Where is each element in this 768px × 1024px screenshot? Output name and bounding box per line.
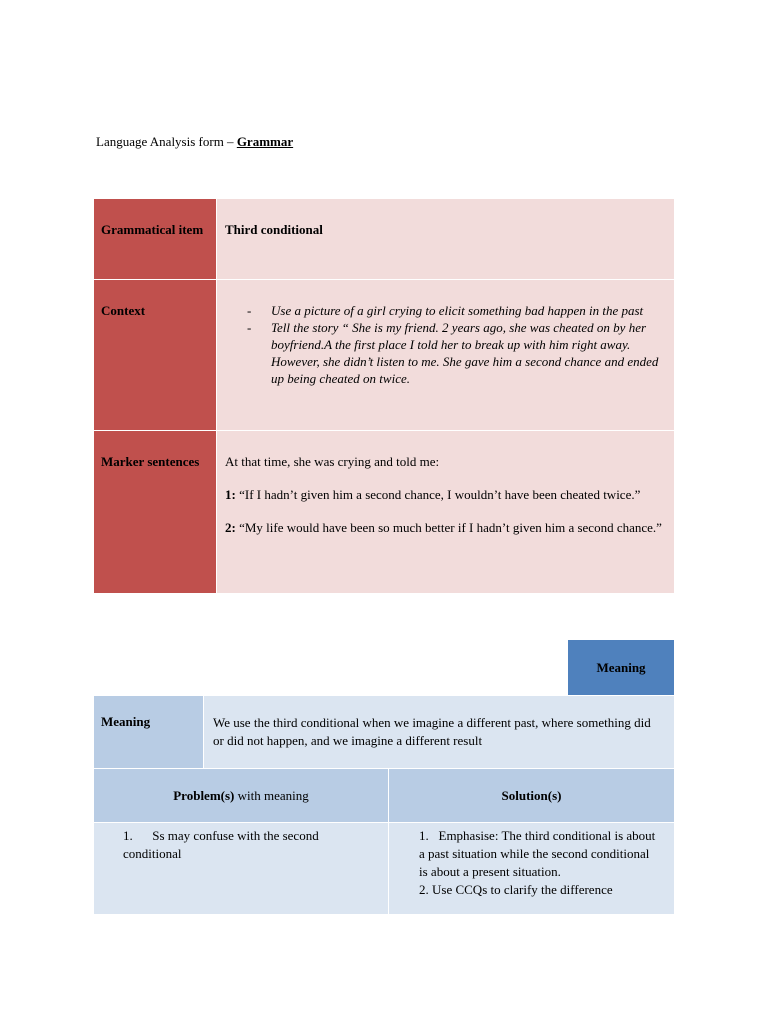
marker-sentences-value — [217, 431, 674, 593]
grammatical-item-label: Grammatical item — [94, 199, 217, 279]
marker-number: 2: — [225, 520, 236, 535]
problems-header-bold: Problem(s) — [173, 787, 235, 803]
context-list — [225, 302, 664, 387]
marker-text: “If I hadn’t given him a second chance, I wouldn’t have been cheated twice.” — [235, 487, 641, 502]
marker-sentence — [225, 486, 664, 503]
solutions-header: Solution(s) — [389, 769, 674, 822]
context-item — [225, 319, 664, 387]
grammatical-item-row — [94, 199, 674, 280]
bullet-dash: - — [247, 303, 252, 318]
marker-sentences-row — [94, 431, 674, 593]
marker-text: “My life would have been so much better if I hadn’t given him a second chance.” — [235, 520, 662, 535]
context-item-text: Tell the story “ She is my friend. 2 years ago, she was cheated on by her boyfriend.A the first place I told her to break up with him right away. However, she didn’t listen to me. She gave him a second chance and ended up being cheated on twice. — [271, 320, 659, 386]
solution-item: 2. Use CCQs to clarify the difference — [419, 882, 613, 897]
problem-solution-body — [94, 823, 674, 914]
marker-intro: At that time, she was crying and told me: — [225, 454, 440, 469]
title-prefix: Language Analysis form – — [96, 134, 237, 149]
context-item — [225, 302, 664, 319]
context-row — [94, 280, 674, 431]
page-title — [96, 134, 293, 150]
solutions-cell — [389, 823, 674, 914]
solution-item: 1. Emphasise: The third conditional is about a past situation while the second conditional is about a present situation. — [419, 828, 659, 879]
meaning-section-tab: Meaning — [568, 640, 674, 695]
problems-header — [94, 769, 389, 822]
marker-number: 1: — [225, 487, 236, 502]
context-label: Context — [94, 280, 217, 430]
problems-header-rest: with meaning — [234, 787, 309, 803]
meaning-value: We use the third conditional when we imagine a different past, where something did or did not happen, and we imagine a different result — [204, 696, 674, 768]
problems-cell — [94, 823, 389, 914]
analysis-table — [94, 199, 674, 593]
title-emphasis: Grammar — [236, 134, 294, 149]
meaning-label: Meaning — [94, 696, 204, 768]
meaning-row — [94, 696, 674, 769]
grammatical-item-value: Third conditional — [217, 199, 674, 279]
context-value — [217, 280, 674, 430]
meaning-table — [94, 696, 674, 914]
marker-sentences-label: Marker sentences — [94, 431, 217, 593]
marker-sentence — [225, 519, 664, 536]
context-item-text: Use a picture of a girl crying to elicit something bad happen in the past — [271, 303, 644, 318]
problem-item: 1. Ss may confuse with the second conditional — [123, 828, 322, 861]
bullet-dash: - — [247, 320, 252, 335]
problem-solution-header — [94, 769, 674, 823]
